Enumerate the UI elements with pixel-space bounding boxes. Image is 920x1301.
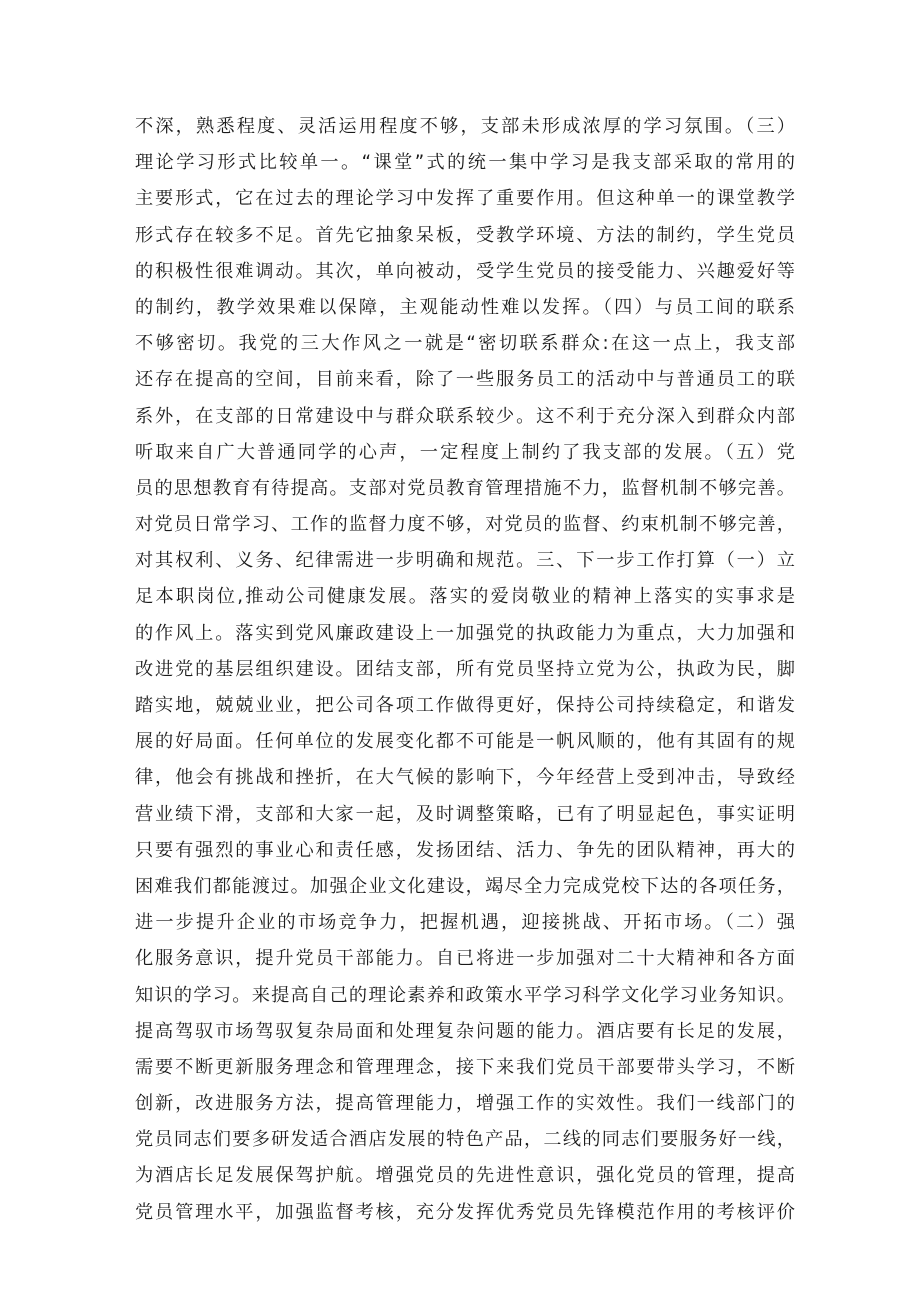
text-line-19: 律，他会有挑战和挫折，在大气候的影响下，今年经营上受到冲击，导致经	[135, 767, 795, 789]
text-line-7: 不够密切。我党的三大作风之一就是“密切联系群众:在这一点上，我支部	[135, 333, 795, 355]
text-line-20: 营业绩下滑，支部和大家一起，及时调整策略，已有了明显起色，事实证明	[135, 803, 795, 825]
text-line-28: 创新，改进服务方法，提高管理能力，增强工作的实效性。我们一线部门的	[135, 1093, 795, 1115]
text-line-31: 党员管理水平，加强监督考核，充分发挥优秀党员先锋模范作用的考核评价	[135, 1201, 795, 1223]
text-line-21: 只要有强烈的事业心和责任感，发扬团结、活力、争先的团队精神，再大的	[135, 839, 795, 861]
text-line-27: 需要不断更新服务理念和管理理念，接下来我们党员干部要带头学习，不断	[135, 1056, 795, 1078]
text-line-23: 进一步提升企业的市场竞争力，把握机遇，迎接挑战、开拓市场。（二）强	[135, 912, 795, 934]
text-line-6: 的制约，教学效果难以保障，主观能动性难以发挥。（四）与员工间的联系	[135, 296, 795, 318]
text-line-2: 理论学习形式比较单一。“课堂”式的统一集中学习是我支部采取的常用的	[135, 152, 795, 174]
text-line-12: 对党员日常学习、工作的监督力度不够，对党员的监督、约束机制不够完善，	[135, 514, 795, 536]
text-line-16: 改进党的基层组织建设。团结支部，所有党员坚持立党为公，执政为民，脚	[135, 658, 795, 680]
text-line-8: 还存在提高的空间，目前来看，除了一些服务员工的活动中与普通员工的联	[135, 369, 795, 391]
text-line-26: 提高驾驭市场驾驭复杂局面和处理复杂问题的能力。酒店要有长足的发展，	[135, 1020, 795, 1042]
text-line-30: 为酒店长足发展保驾护航。增强党员的先进性意识，强化党员的管理，提高	[135, 1165, 795, 1187]
text-line-13: 对其权利、义务、纪律需进一步明确和规范。三、下一步工作打算（一）立	[135, 550, 795, 572]
text-line-4: 形式存在较多不足。首先它抽象呆板，受教学环境、方法的制约，学生党员	[135, 224, 795, 246]
text-line-10: 听取来自广大普通同学的心声，一定程度上制约了我支部的发展。（五）党	[135, 441, 795, 463]
text-line-24: 化服务意识，提升党员干部能力。自已将进一步加强对二十大精神和各方面	[135, 948, 795, 970]
text-line-3: 主要形式，它在过去的理论学习中发挥了重要作用。但这种单一的课堂教学	[135, 188, 795, 210]
text-line-1: 不深，熟悉程度、灵活运用程度不够，支部未形成浓厚的学习氛围。（三）	[135, 116, 795, 137]
text-line-25: 知识的学习。来提高自己的理论素养和政策水平学习科学文化学习业务知识。	[135, 984, 795, 1006]
text-line-15: 的作风上。落实到党风廉政建设上一加强党的执政能力为重点，大力加强和	[135, 622, 795, 644]
text-line-11: 员的思想教育有待提高。支部对党员教育管理措施不力，监督机制不够完善。	[135, 477, 795, 499]
text-line-22: 困难我们都能渡过。加强企业文化建设，竭尽全力完成党校下达的各项任务，	[135, 875, 795, 897]
text-line-14: 足本职岗位,推动公司健康发展。落实的爱岗敬业的精神上落实的实事求是	[135, 586, 795, 608]
text-line-9: 系外，在支部的日常建设中与群众联系较少。这不利于充分深入到群众内部	[135, 405, 795, 427]
text-line-17: 踏实地，兢兢业业，把公司各项工作做得更好，保持公司持续稳定，和谐发	[135, 695, 795, 716]
text-line-18: 展的好局面。任何单位的发展变化都不可能是一帆风顺的，他有其固有的规	[135, 731, 795, 753]
document-body	[135, 109, 795, 1231]
text-line-5: 的积极性很难调动。其次，单向被动，受学生党员的接受能力、兴趣爱好等	[135, 260, 795, 282]
text-line-29: 党员同志们要多研发适合酒店发展的特色产品，二线的同志们要服务好一线，	[135, 1129, 795, 1151]
